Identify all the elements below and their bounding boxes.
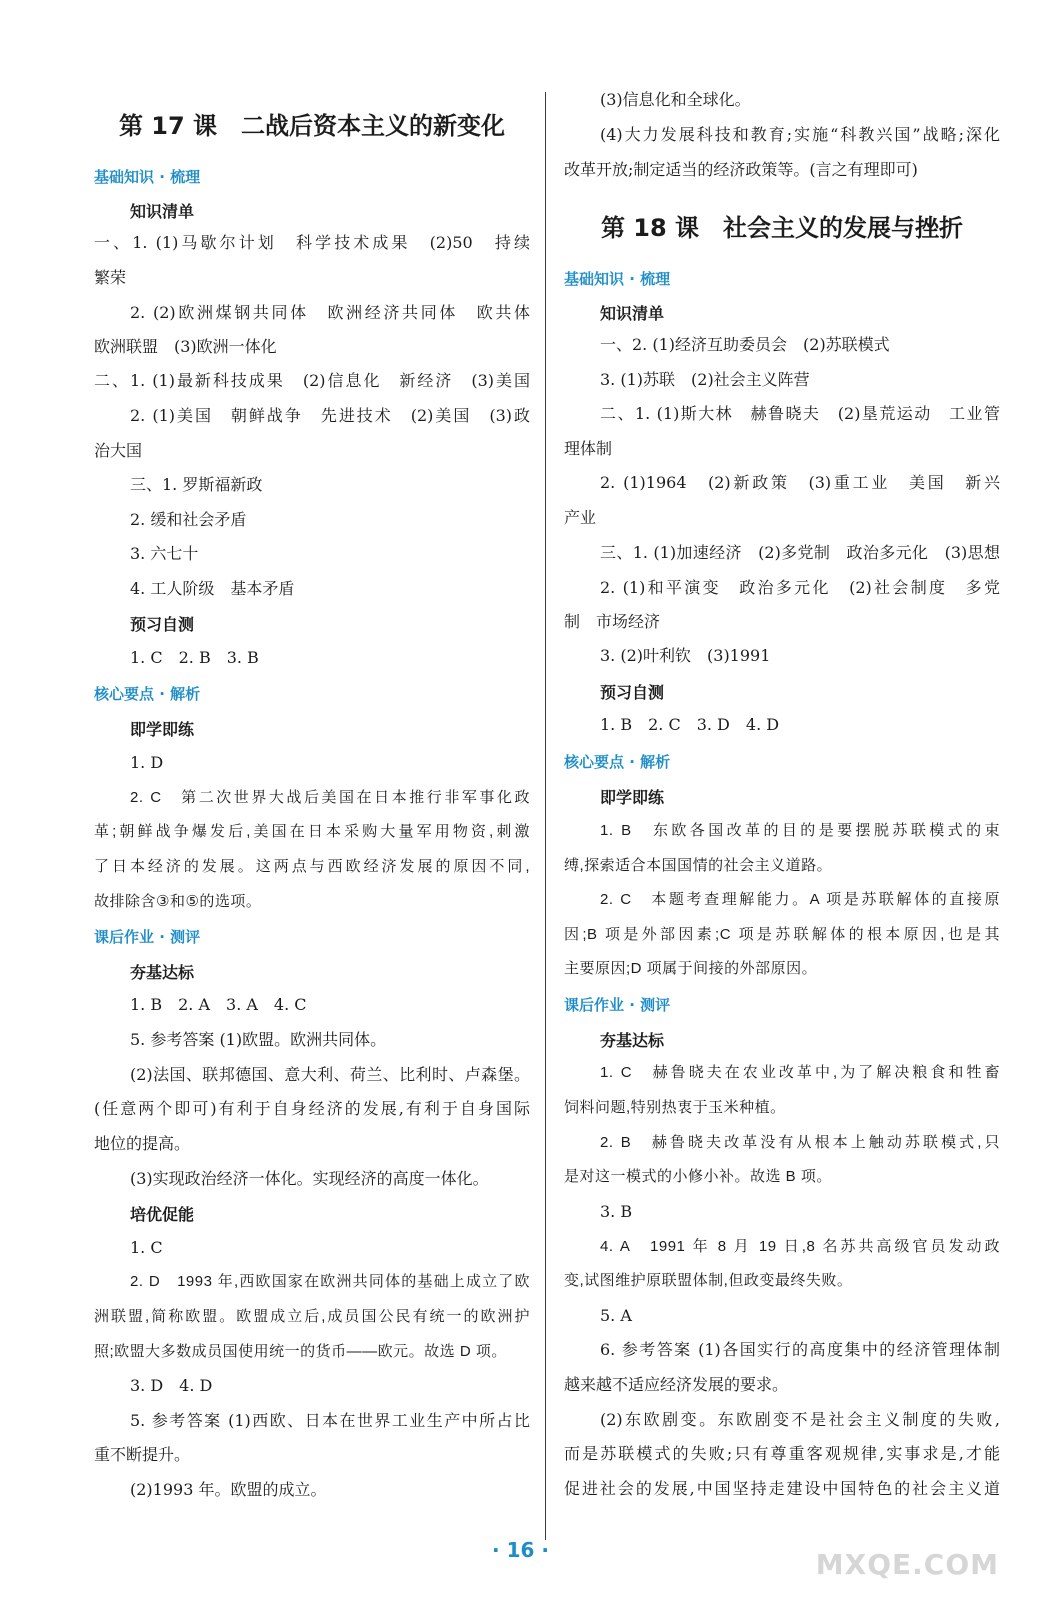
explanation-line: 2. C 第二次世界大战后美国在日本推行非军事化政 <box>130 789 530 806</box>
subheading-knowledge-list: 知识清单 <box>600 304 665 323</box>
explanation-line: 饲料问题,特别热衷于玉米种植。 <box>564 1099 786 1116</box>
explanation-line: 2. C 本题考查理解能力。A 项是苏联解体的直接原 <box>600 891 1000 908</box>
lesson-17-title: 第 17 课 二战后资本主义的新变化 <box>118 112 506 140</box>
explanation-line: 了日本经济的发展。这两点与西欧经济发展的原因不同, <box>94 858 530 875</box>
section-homework: 课后作业 · 测评 <box>564 996 671 1014</box>
explanation-line: 革;朝鲜战争爆发后,美国在日本采购大量军用物资,刺激 <box>94 823 530 840</box>
answer-line: 而是苏联模式的失败;只有尊重客观规律,实事求是,才能 <box>564 1444 1000 1463</box>
answer-line: 2. 缓和社会矛盾 <box>130 510 247 529</box>
answer-line: 1. C <box>130 1238 163 1257</box>
answer-line: 6. 参考答案 (1)各国实行的高度集中的经济管理体制 <box>600 1340 1000 1359</box>
explanation-line: 缚,探索适合本国国情的社会主义道路。 <box>564 857 833 874</box>
subheading-practice: 即学即练 <box>600 788 665 807</box>
answer-line: 促进社会的发展,中国坚持走建设中国特色的社会主义道 <box>564 1479 1000 1498</box>
answer-line: 产业 <box>564 508 597 527</box>
answer-line: 欧洲联盟 (3)欧洲一体化 <box>94 337 277 356</box>
answer-line: 5. A <box>600 1306 632 1325</box>
explanation-line: 2. B 赫鲁晓夫改革没有从根本上触动苏联模式,只 <box>600 1134 1000 1151</box>
answer-line: 5. 参考答案 (1)西欧、日本在世界工业生产中所占比 <box>130 1411 530 1430</box>
subheading-basic-practice: 夯基达标 <box>130 963 195 982</box>
answer-line: 重不断提升。 <box>94 1445 191 1464</box>
explanation-line: 变,试图维护原联盟体制,但政变最终失败。 <box>564 1272 853 1289</box>
answer-line: 三、1. 罗斯福新政 <box>130 475 263 494</box>
answer-line: 制 市场经济 <box>564 612 661 631</box>
section-basic-knowledge: 基础知识 · 梳理 <box>564 270 671 288</box>
explanation-line: 主要原因;D 项属于间接的外部原因。 <box>564 960 818 977</box>
subheading-improvement: 培优促能 <box>130 1205 195 1224</box>
answer-line: 3. (2)叶利钦 (3)1991 <box>600 646 771 665</box>
preview-answers: 1. B 2. C 3. D 4. D <box>600 715 780 734</box>
answer-line: 3. B <box>600 1202 633 1221</box>
answer-line: 二、1. (1)最新科技成果 (2)信息化 新经济 (3)美国 <box>94 371 530 390</box>
explanation-line: 照;欧盟大多数成员国使用统一的货币——欧元。故选 D 项。 <box>94 1343 507 1360</box>
answer-line: 越来越不适应经济发展的要求。 <box>564 1375 789 1394</box>
section-homework: 课后作业 · 测评 <box>94 928 201 946</box>
section-core-points: 核心要点 · 解析 <box>94 685 201 703</box>
answer-line: (2)1993 年。欧盟的成立。 <box>130 1480 327 1499</box>
answer-line: 繁荣 <box>94 268 127 287</box>
lesson-18-title: 第 18 课 社会主义的发展与挫折 <box>600 214 964 242</box>
answer-line: 2. (1)和平演变 政治多元化 (2)社会制度 多党 <box>600 578 1000 597</box>
watermark-logo: MXQE.COM <box>815 1548 999 1581</box>
answer-line: 3. 六七十 <box>130 544 199 563</box>
answer-line: (3)信息化和全球化。 <box>600 90 751 109</box>
explanation-line: 4. A 1991 年 8 月 19 日,8 名苏共高级官员发动政 <box>600 1238 1000 1255</box>
explanation-line: 因;B 项是外部因素;C 项是苏联解体的根本原因,也是其 <box>564 926 1000 943</box>
answer-line: 一、2. (1)经济互助委员会 (2)苏联模式 <box>600 335 890 354</box>
answer-line: 一、1. (1)马歇尔计划 科学技术成果 (2)50 持续 <box>94 233 530 252</box>
explanation-line: 1. C 赫鲁晓夫在农业改革中,为了解决粮食和牲畜 <box>600 1064 1000 1081</box>
answer-line: (3)实现政治经济一体化。实现经济的高度一体化。 <box>130 1169 489 1188</box>
subheading-knowledge-list: 知识清单 <box>130 202 195 221</box>
column-divider <box>545 92 546 1540</box>
answer-line: (2)东欧剧变。东欧剧变不是社会主义制度的失败, <box>600 1410 1000 1429</box>
answer-line: 5. 参考答案 (1)欧盟。欧洲共同体。 <box>130 1030 387 1049</box>
answer-line: 3. D 4. D <box>130 1376 213 1395</box>
page-number: · 16 · <box>492 1538 549 1562</box>
subheading-basic-practice: 夯基达标 <box>600 1031 665 1050</box>
answer-line: 二、1. (1)斯大林 赫鲁晓夫 (2)垦荒运动 工业管 <box>600 404 1000 423</box>
subheading-preview-test: 预习自测 <box>600 683 665 702</box>
answer-line: 2. (2)欧洲煤钢共同体 欧洲经济共同体 欧共体 <box>130 303 530 322</box>
explanation-line: 2. D 1993 年,西欧国家在欧洲共同体的基础上成立了欧 <box>130 1273 530 1290</box>
section-basic-knowledge: 基础知识 · 梳理 <box>94 168 201 186</box>
answer-line: 1. B 2. A 3. A 4. C <box>130 995 307 1014</box>
answer-line: 治大国 <box>94 441 143 460</box>
answer-line: 改革开放;制定适当的经济政策等。(言之有理即可) <box>564 160 918 179</box>
section-core-points: 核心要点 · 解析 <box>564 753 671 771</box>
answer-line: (任意两个即可)有利于自身经济的发展,有利于自身国际 <box>94 1099 530 1118</box>
answer-line: 理体制 <box>564 439 613 458</box>
subheading-preview-test: 预习自测 <box>130 615 195 634</box>
answer-line: (2)法国、联邦德国、意大利、荷兰、比利时、卢森堡。 <box>130 1065 530 1084</box>
answer-line: 三、1. (1)加速经济 (2)多党制 政治多元化 (3)思想 <box>600 543 1000 562</box>
subheading-practice: 即学即练 <box>130 720 195 739</box>
answer-line: 地位的提高。 <box>94 1134 191 1153</box>
preview-answers: 1. C 2. B 3. B <box>130 648 259 667</box>
explanation-line: 1. B 东欧各国改革的目的是要摆脱苏联模式的束 <box>600 822 1000 839</box>
answer-line: 4. 工人阶级 基本矛盾 <box>130 579 295 598</box>
answer-line: 1. D <box>130 753 164 772</box>
explanation-line: 洲联盟,简称欧盟。欧盟成立后,成员国公民有统一的欧洲护 <box>94 1308 530 1325</box>
answer-line: (4)大力发展科技和教育;实施“科教兴国”战略;深化 <box>600 125 1000 144</box>
answer-line: 3. (1)苏联 (2)社会主义阵营 <box>600 370 810 389</box>
explanation-line: 是对这一模式的小修小补。故选 B 项。 <box>564 1168 832 1185</box>
explanation-line: 故排除含③和⑤的选项。 <box>94 893 262 910</box>
answer-line: 2. (1)美国 朝鲜战争 先进技术 (2)美国 (3)政 <box>130 406 530 425</box>
answer-line: 2. (1)1964 (2)新政策 (3)重工业 美国 新兴 <box>600 473 1000 492</box>
